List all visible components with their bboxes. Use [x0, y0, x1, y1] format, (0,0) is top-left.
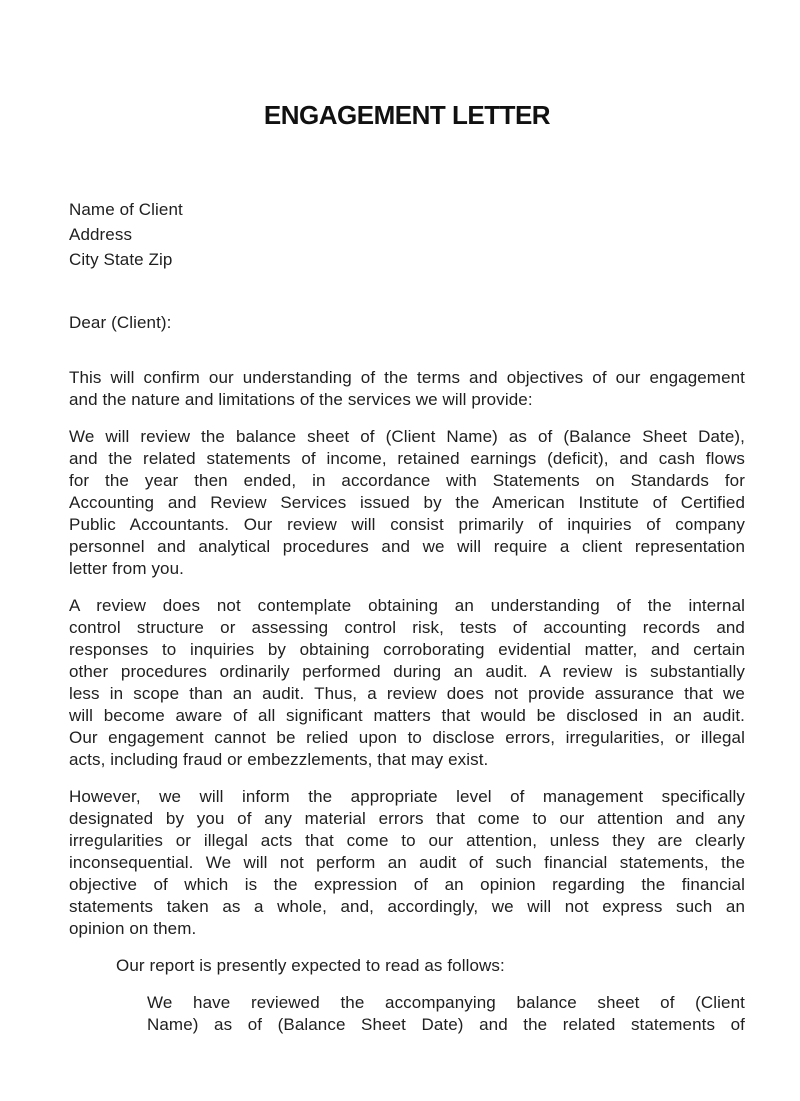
paragraph-line: objective of which is the expression of an opinion regarding the financial [69, 875, 745, 894]
recipient-block [69, 197, 745, 272]
paragraph-report-intro [116, 955, 745, 977]
paragraph-line: designated by you of any material errors that come to our attention and any [69, 809, 745, 828]
paragraph-management-notification [69, 786, 745, 940]
paragraph-line: less in scope than an audit. Thus, a review does not provide assurance that we [69, 684, 745, 703]
paragraph-line: and the related statements of income, retained earnings (deficit), and cash flows [69, 449, 745, 468]
paragraph-line: Public Accountants. Our review will consist primarily of inquiries of company [69, 515, 745, 534]
paragraph-line: personnel and analytical procedures and we will require a client representation [69, 537, 745, 556]
paragraph-line: acts, including fraud or embezzlements, that may exist. [69, 750, 489, 769]
letter-title: ENGAGEMENT LETTER [263, 100, 551, 130]
paragraph-line: irregularities or illegal acts that come to our attention, unless they are clearly [69, 831, 745, 850]
paragraph-review-scope [69, 426, 745, 580]
paragraph-line: for the year then ended, in accordance with Statements on Standards for [69, 471, 745, 490]
paragraph-line: A review does not contemplate obtaining an understanding of the internal [69, 596, 745, 615]
paragraph-line: Name) as of (Balance Sheet Date) and the related statements of [147, 1015, 745, 1034]
paragraph-line: statements taken as a whole, and, accordingly, we will not express such an [69, 897, 745, 916]
paragraph-line: We will review the balance sheet of (Client Name) as of (Balance Sheet Date), [69, 427, 745, 446]
recipient-city-state-zip-line: City State Zip [69, 250, 173, 269]
paragraph-line: responses to inquiries by obtaining corroborating evidential matter, and certain [69, 640, 745, 659]
salutation: Dear (Client): [69, 313, 172, 332]
recipient-address-line: Address [69, 225, 133, 244]
letter-body [69, 367, 745, 1036]
paragraph-confirm-understanding [69, 367, 745, 411]
paragraph-line: control structure or assessing control risk, tests of accounting records and [69, 618, 745, 637]
paragraph-line: inconsequential. We will not perform an audit of such financial statements, the [69, 853, 745, 872]
paragraph-line: opinion on them. [69, 919, 197, 938]
paragraph-line: letter from you. [69, 559, 184, 578]
paragraph-line: This will confirm our understanding of the terms and objectives of our engagement [69, 368, 745, 387]
paragraph-line: Our engagement cannot be relied upon to disclose errors, irregularities, or illegal [69, 728, 745, 747]
recipient-name-line: Name of Client [69, 200, 183, 219]
paragraph-line: We have reviewed the accompanying balance sheet of (Client [147, 993, 745, 1012]
paragraph-line: will become aware of all significant matters that would be disclosed in an audit. [69, 706, 745, 725]
paragraph-line: Our report is presently expected to read as follows: [116, 956, 505, 975]
paragraph-line: However, we will inform the appropriate level of management specifically [69, 787, 745, 806]
paragraph-report-excerpt [147, 992, 745, 1036]
paragraph-line: other procedures ordinarily performed during an audit. A review is substantially [69, 662, 745, 681]
paragraph-line: and the nature and limitations of the services we will provide: [69, 390, 533, 409]
paragraph-line: Accounting and Review Services issued by the American Institute of Certified [69, 493, 745, 512]
paragraph-review-limitations [69, 595, 745, 771]
